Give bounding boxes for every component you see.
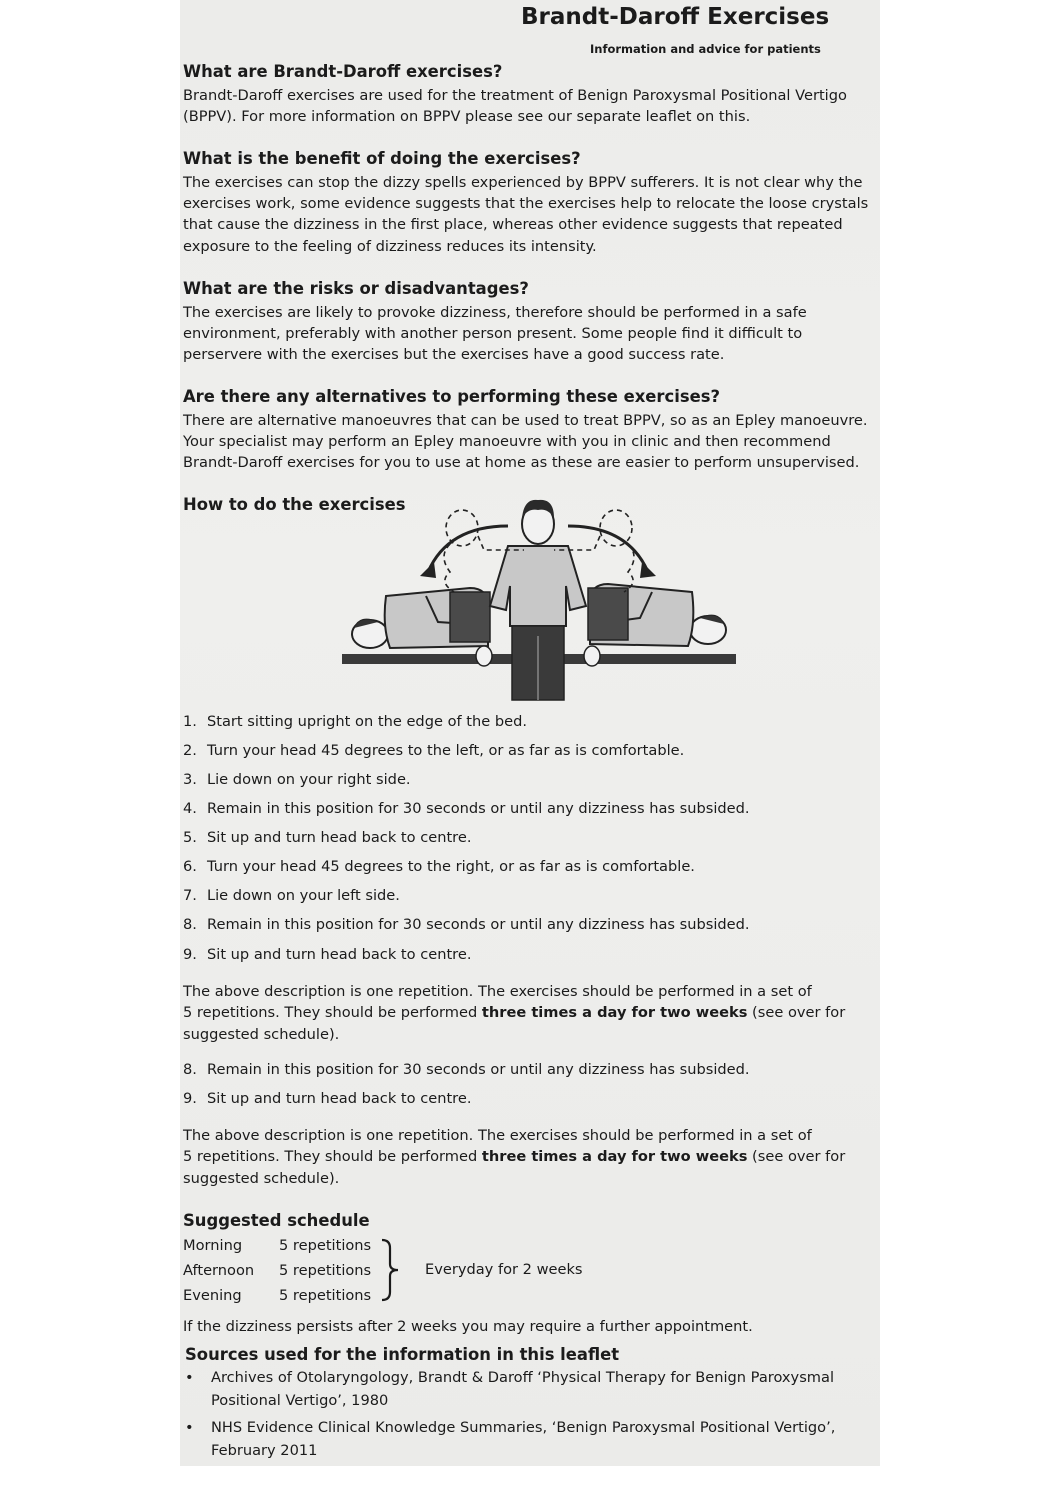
ghost-head-right-icon — [600, 510, 632, 546]
step-item: 6. Turn your head 45 degrees to the right, or as far as is comfortable. — [183, 858, 695, 875]
section-heading: What is the benefit of doing the exercises? — [183, 149, 581, 168]
section-text: environment, preferably with another person present. Some people find it difficult to — [183, 325, 803, 342]
sources-heading: Sources used for the information in this leaflet — [185, 1345, 620, 1364]
exercise-illustration — [338, 496, 740, 702]
section-heading: What are Brandt-Daroff exercises? — [183, 62, 503, 81]
repetition-note: suggested schedule). — [183, 1170, 340, 1187]
arrow-left-icon — [428, 526, 508, 572]
schedule-reps: 5 repetitions — [279, 1262, 372, 1279]
section-text: exposure to the feeling of dizziness reduces its intensity. — [183, 238, 597, 255]
repetition-note: The above description is one repetition. The exercises should be performed in a set of — [183, 1127, 812, 1144]
section-heading: Are there any alternatives to performing these exercises? — [183, 387, 720, 406]
section-text: Your specialist may perform an Epley manoeuvre with you in clinic and then recommend — [183, 433, 831, 450]
repetition-note: 5 repetitions. They should be performed three times a day for two weeks (see over for — [183, 1148, 846, 1165]
section-text: perservere with the exercises but the exercises have a good success rate. — [183, 346, 725, 363]
arrow-right-icon — [568, 526, 648, 572]
step-item: 3. Lie down on your right side. — [183, 771, 411, 788]
source-item-cont: February 2011 — [211, 1442, 318, 1459]
sitting-person-icon — [476, 500, 600, 700]
repetition-note: suggested schedule). — [183, 1026, 340, 1043]
schedule-time: Morning — [183, 1237, 243, 1254]
lying-person-right-icon — [588, 584, 726, 646]
page-subtitle: Information and advice for patients — [590, 42, 821, 56]
schedule-heading: Suggested schedule — [183, 1211, 370, 1230]
schedule-time: Evening — [183, 1287, 242, 1304]
step-item: 8. Remain in this position for 30 seconds or until any dizziness has subsided. — [183, 916, 750, 933]
section-text: that cause the dizziness in the first place, whereas other evidence suggests that repeated — [183, 216, 843, 233]
section-text: (BPPV). For more information on BPPV please see our separate leaflet on this. — [183, 108, 751, 125]
section-text: The exercises can stop the dizzy spells experienced by BPPV sufferers. It is not clear why the — [183, 174, 863, 191]
section-text: Brandt-Daroff exercises for you to use at home as these are easier to perform unsupervised. — [183, 454, 860, 471]
howto-heading: How to do the exercises — [183, 495, 406, 514]
schedule-note: If the dizziness persists after 2 weeks you may require a further appointment. — [183, 1318, 753, 1335]
step-item: 9. Sit up and turn head back to centre. — [183, 1090, 472, 1107]
repetition-note: 5 repetitions. They should be performed three times a day for two weeks (see over for — [183, 1004, 846, 1021]
page-title: Brandt-Daroff Exercises — [521, 4, 830, 30]
schedule-reps: 5 repetitions — [279, 1237, 372, 1254]
schedule-reps: 5 repetitions — [279, 1287, 372, 1304]
step-item: 5. Sit up and turn head back to centre. — [183, 829, 472, 846]
schedule-duration: Everyday for 2 weeks — [425, 1261, 583, 1278]
schedule-time: Afternoon — [183, 1262, 255, 1279]
section-text: There are alternative manoeuvres that can be used to treat BPPV, so as an Epley manoeuvre. — [183, 412, 868, 429]
brace-icon — [380, 1238, 402, 1302]
section-text: Brandt-Daroff exercises are used for the treatment of Benign Paroxysmal Positional Vertigo — [183, 87, 847, 104]
source-item-cont: Positional Vertigo’, 1980 — [211, 1392, 389, 1409]
repetition-note: The above description is one repetition. The exercises should be performed in a set of — [183, 983, 812, 1000]
section-text: exercises work, some evidence suggests that the exercises help to relocate the loose crystals — [183, 195, 869, 212]
step-item: 9. Sit up and turn head back to centre. — [183, 946, 472, 963]
step-item: 7. Lie down on your left side. — [183, 887, 400, 904]
lying-person-left-icon — [352, 588, 490, 648]
step-item: 8. Remain in this position for 30 seconds or until any dizziness has subsided. — [183, 1061, 750, 1078]
step-item: 2. Turn your head 45 degrees to the left, or as far as is comfortable. — [183, 742, 685, 759]
step-item: 4. Remain in this position for 30 seconds or until any dizziness has subsided. — [183, 800, 750, 817]
section-heading: What are the risks or disadvantages? — [183, 279, 529, 298]
source-item: • NHS Evidence Clinical Knowledge Summaries, ‘Benign Paroxysmal Positional Vertigo’, — [185, 1419, 836, 1436]
step-item: 1. Start sitting upright on the edge of the bed. — [183, 713, 528, 730]
section-text: The exercises are likely to provoke dizziness, therefore should be performed in a safe — [183, 304, 807, 321]
source-item: • Archives of Otolaryngology, Brandt & Daroff ‘Physical Therapy for Benign Paroxysmal — [185, 1369, 835, 1386]
